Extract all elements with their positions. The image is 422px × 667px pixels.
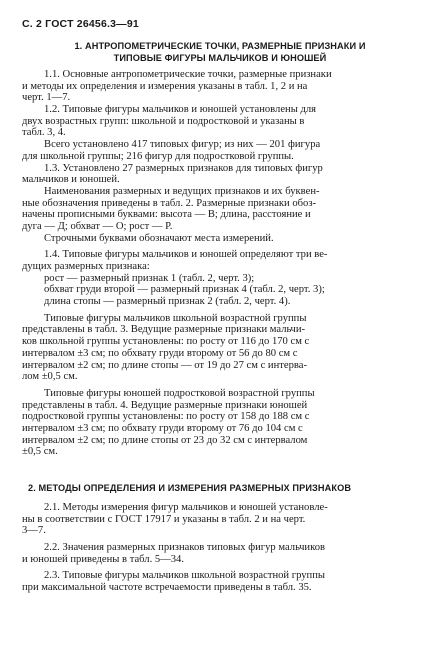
text-line: 2.1. Методы измерения фигур мальчиков и юношей установле- [44,502,328,513]
text-line: ±0,5 см. [22,446,58,458]
section-1-body [22,69,400,458]
section-1-title-line: 1. АНТРОПОМЕТРИЧЕСКИЕ ТОЧКИ, РАЗМЕРНЫЕ ПРИЗНАКИ И [74,41,366,51]
text-line: рост — размерный признак 1 (табл. 2, черт. 3); [44,272,255,284]
text-line: 2.3. Типовые фигуры мальчиков школьной возрастной группы [44,570,325,582]
text-line: ные обозначения приведены в табл. 2. Размерные признаки обоз- [22,197,317,209]
text-line: табл. 3, 4. [22,127,66,139]
text-line: обхват груди второй — размерный признак 4 (табл. 2, черт. 3); [44,284,325,296]
text-line: интервалом ±3 см; по обхвату груди второму от 56 до 80 см с [22,347,298,359]
text-line: 3—7. [22,525,46,537]
section-2-title: 2. МЕТОДЫ ОПРЕДЕЛЕНИЯ И ИЗМЕРЕНИЯ РАЗМЕРНЫХ ПРИЗНАКОВ [28,483,352,493]
text-line: 1.4. Типовые фигуры мальчиков и юношей определяют три ве- [44,249,328,261]
text-line: интервалом ±2 см; по длине стопы — от 19 до 27 см с интерва- [22,359,307,371]
text-line: дущих размерных признака: [22,261,150,272]
text-line: длина стопы — размерный признак 2 (табл. 2, черт. 4). [44,296,291,308]
text-line: для школьной группы; 216 фигур для подростковой группы. [22,150,294,162]
page-header: С. 2 ГОСТ 26456.3—91 [22,18,139,30]
text-line: лом ±0,5 см. [22,371,78,383]
text-line: мальчиков и юношей. [22,174,120,186]
text-line: дуга — Д; обхват — О; рост — Р. [22,220,173,232]
text-line: и методы их определения и измерения указаны в табл. 1, 2 и на [22,80,308,92]
text-line: представлены в табл. 4. Ведущие размерные признаки юношей [22,399,308,411]
text-line: ков школьной группы установлены: по росту от 116 до 170 см с [22,336,310,348]
text-line: 2.2. Значения размерных признаков типовых фигур мальчиков [44,542,325,554]
text-line: при максимальной частоте встречаемости приведены в табл. 35. [22,582,312,594]
text-line: 1.2. Типовые фигуры мальчиков и юношей установлены для [44,104,317,116]
text-line: интервалом ±2 см; по длине стопы от 23 до 32 см с интервалом [22,434,308,446]
text-line: представлены в табл. 3. Ведущие размерные признаки мальчи- [22,324,306,336]
text-line: Типовые фигуры юношей подростковой возрастной группы [44,387,315,399]
text-line: Наименования размерных и ведущих признаков и их буквен- [44,185,320,197]
text-line: начены прописными буквами: высота — В; длина, расстояние и [22,209,311,221]
text-line: 1.1. Основные антропометрические точки, размерные признаки [44,69,332,80]
text-line: 1.3. Установлено 27 размерных признаков для типовых фигур [44,162,323,174]
text-line: и юношей приведены в табл. 5—34. [22,553,184,565]
text-line: Всего установлено 417 типовых фигур; из них — 201 фигура [44,139,321,151]
text-line: черт. 1—7. [22,92,71,104]
text-line: интервалом ±3 см; по обхвату груди второму от 76 до 104 см с [22,422,303,434]
section-1-title-line: ТИПОВЫЕ ФИГУРЫ МАЛЬЧИКОВ И ЮНОШЕЙ [113,53,327,63]
section-2-body [22,502,400,594]
text-line: ны в соответствии с ГОСТ 17917 и указаны в табл. 2 и на черт. [22,513,306,525]
text-line: двух возрастных групп: школьной и подростковой и указаны в [22,115,305,127]
text-line: Строчными буквами обозначают места измерений. [44,232,274,244]
text-line: Типовые фигуры мальчиков школьной возрастной группы [44,312,307,324]
text-line: подростковой группы установлены: по росту от 158 до 188 см с [22,411,310,423]
section-1-title [30,40,410,64]
